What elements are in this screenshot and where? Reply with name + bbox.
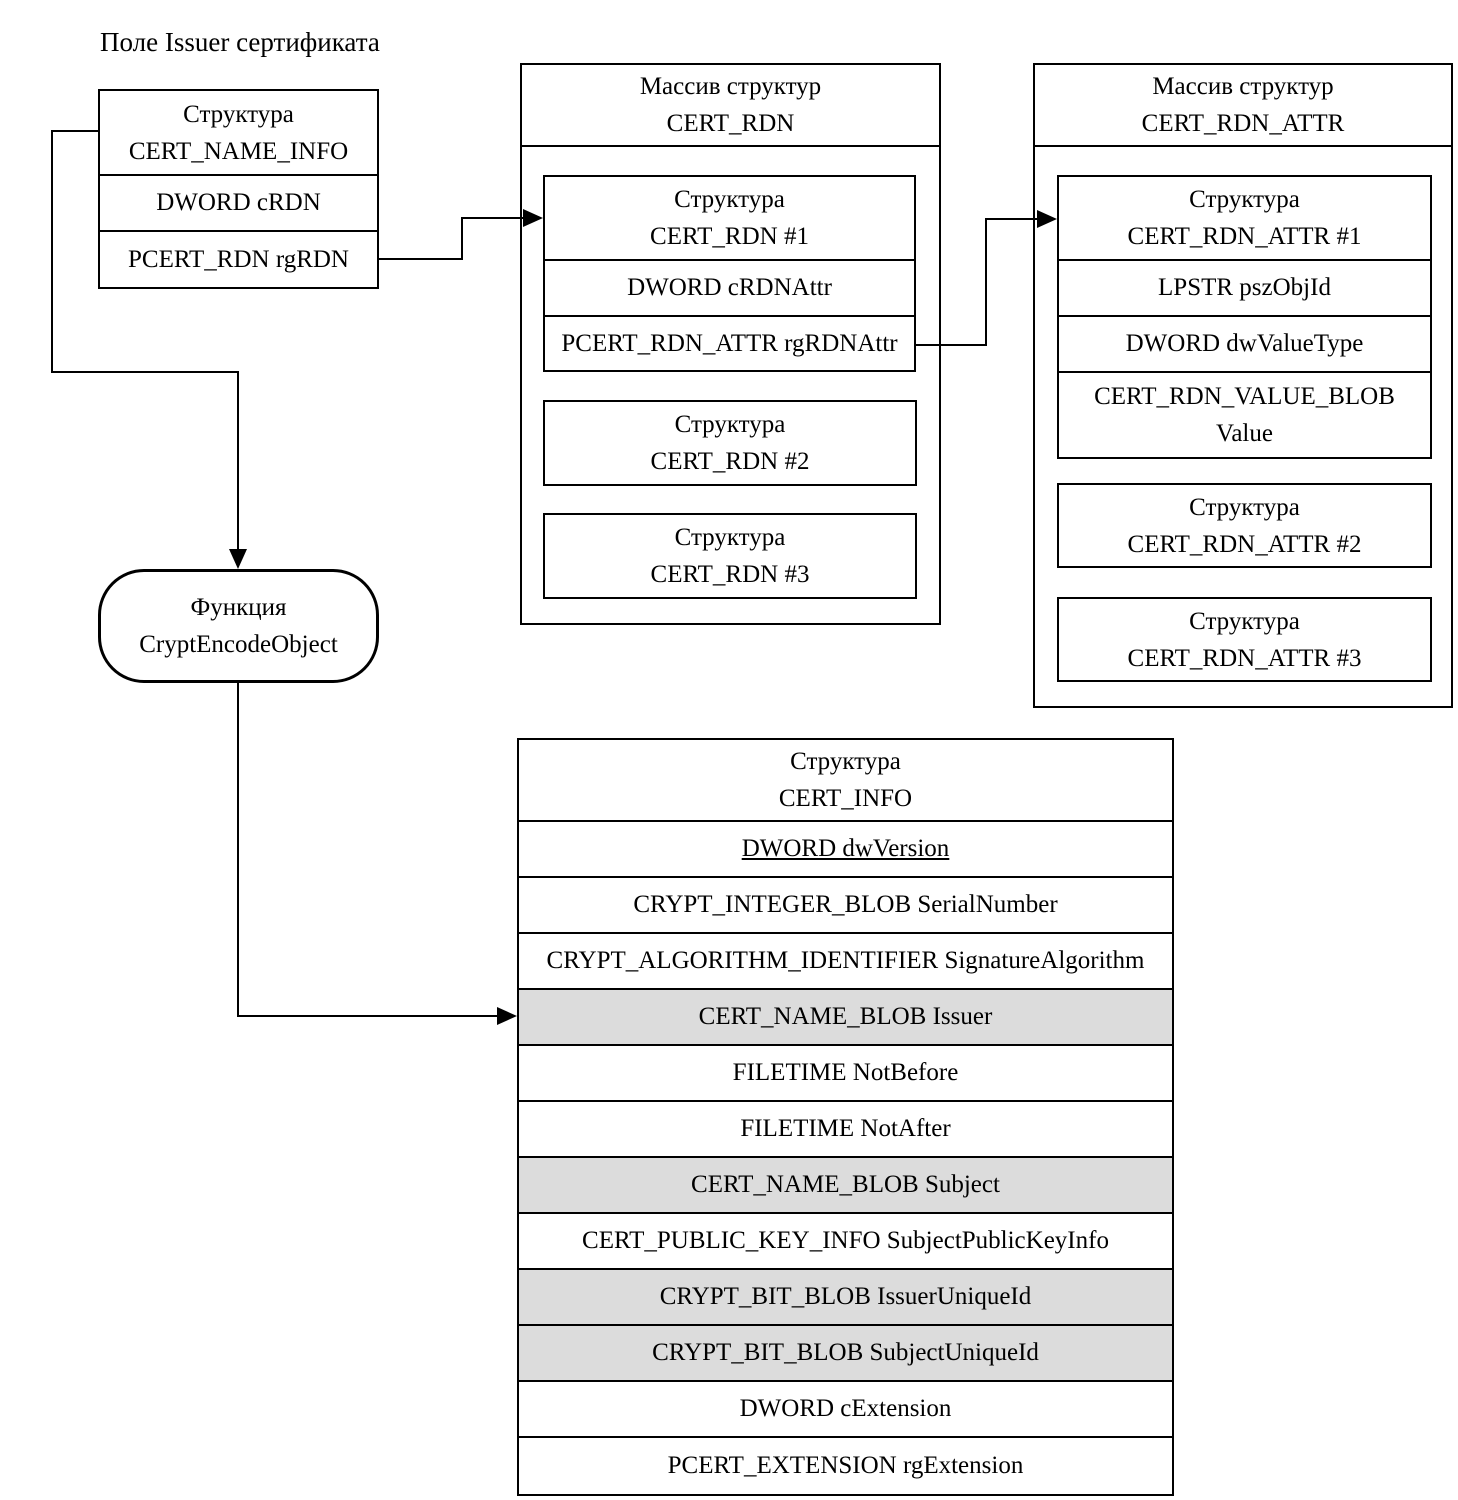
diagram-title: Поле Issuer сертификата — [100, 27, 380, 57]
cert-info-row-subjectuniqueid: CRYPT_BIT_BLOB SubjectUniqueId — [519, 1326, 1172, 1382]
cert-rdn-attr-array-header-line2: CERT_RDN_ATTR — [1141, 110, 1345, 137]
cert-rdn-2-box — [543, 400, 917, 486]
cert-name-info-row-crdn: DWORD cRDN — [100, 176, 377, 232]
cert-rdn-attr-array-header — [1035, 65, 1451, 147]
cert-rdn-array-header-line1: Массив структур — [639, 73, 822, 100]
cert-info-row-notafter: FILETIME NotAfter — [519, 1102, 1172, 1158]
cert-name-info-header — [100, 91, 377, 176]
cert-info-row-cextension: DWORD cExtension — [519, 1382, 1172, 1438]
connector-nameinfo-to-function — [51, 130, 53, 373]
cert-rdn-attr-1-box — [1057, 175, 1432, 459]
cert-info-header-line2: CERT_INFO — [778, 785, 913, 812]
arrow-right-icon — [523, 209, 543, 227]
cert-rdn-array-header — [522, 65, 939, 147]
connector-rgrdnattr-to-certrdnattr — [916, 344, 987, 346]
cert-rdn-attr-3-header-line1: Структура — [1189, 607, 1300, 635]
cert-rdn-attr-1-row-valueblob-line1: CERT_RDN_VALUE_BLOB — [1094, 383, 1395, 410]
arrow-right-icon — [497, 1007, 517, 1025]
crypt-encode-object-node — [98, 569, 379, 683]
connector-rgrdn-to-certrdn — [379, 258, 463, 260]
cert-info-row-serialnumber: CRYPT_INTEGER_BLOB SerialNumber — [519, 878, 1172, 934]
cert-rdn-1-header — [545, 177, 914, 261]
cert-rdn-attr-1-row-valueblob — [1059, 373, 1430, 457]
cert-info-row-subjectpublickeyinfo: CERT_PUBLIC_KEY_INFO SubjectPublicKeyInfo — [519, 1214, 1172, 1270]
cert-rdn-1-row-rgrdnattr: PCERT_RDN_ATTR rgRDNAttr — [561, 329, 898, 357]
cert-info-header-line1: Структура — [790, 748, 901, 775]
connector-rgrdn-to-certrdn — [461, 217, 525, 219]
function-label-line2: CryptEncodeObject — [139, 631, 338, 658]
connector-function-to-issuer — [237, 1015, 499, 1017]
cert-name-info-header-line1: Структура — [183, 100, 294, 128]
cert-rdn-attr-1-header — [1059, 177, 1430, 261]
cert-rdn-2-header-line2: CERT_RDN #2 — [650, 448, 810, 475]
cert-rdn-attr-1-header-line1: Структура — [1189, 186, 1300, 213]
connector-nameinfo-to-function — [237, 371, 239, 551]
cert-rdn-1-header-line1: Структура — [674, 186, 785, 213]
cert-rdn-attr-3-box — [1057, 597, 1432, 682]
cert-rdn-1-row-crdnattr: DWORD cRDNAttr — [545, 261, 914, 317]
cert-rdn-attr-2-box — [1057, 483, 1432, 568]
cert-info-table — [517, 738, 1174, 1496]
connector-function-to-issuer — [237, 683, 239, 1017]
cert-rdn-attr-array-header-line1: Массив структур — [1152, 73, 1334, 100]
cert-info-row-signaturealgorithm: CRYPT_ALGORITHM_IDENTIFIER SignatureAlgorithm — [519, 934, 1172, 990]
cert-info-row-issuer: CERT_NAME_BLOB Issuer — [519, 990, 1172, 1046]
connector-nameinfo-to-function — [52, 130, 98, 132]
cert-rdn-attr-2-header-line2: CERT_RDN_ATTR #2 — [1127, 530, 1362, 558]
cert-rdn-1-header-line2: CERT_RDN #1 — [650, 223, 809, 250]
cert-name-info-box — [98, 89, 379, 289]
cert-rdn-array-header-line2: CERT_RDN — [666, 110, 795, 137]
connector-rgrdnattr-to-certrdnattr — [985, 218, 987, 346]
cert-rdn-3-header-line2: CERT_RDN #3 — [650, 561, 810, 588]
arrow-down-icon — [229, 549, 247, 569]
cert-info-row-notbefore: FILETIME NotBefore — [519, 1046, 1172, 1102]
cert-info-row-issueruniqueid: CRYPT_BIT_BLOB IssuerUniqueId — [519, 1270, 1172, 1326]
cert-rdn-attr-1-row-dwvaluetype: DWORD dwValueType — [1059, 317, 1430, 373]
cert-rdn-attr-2-header-line1: Структура — [1189, 493, 1300, 521]
cert-name-info-header-line2: CERT_NAME_INFO — [128, 137, 349, 165]
cert-info-row-subject: CERT_NAME_BLOB Subject — [519, 1158, 1172, 1214]
cert-rdn-2-header-line1: Структура — [674, 411, 786, 438]
cert-rdn-attr-3-header-line2: CERT_RDN_ATTR #3 — [1127, 644, 1362, 672]
connector-rgrdn-to-certrdn — [461, 217, 463, 260]
function-label-line1: Функция — [190, 594, 287, 621]
cert-rdn-1-box — [543, 175, 916, 372]
arrow-right-icon — [1037, 210, 1057, 228]
connector-rgrdnattr-to-certrdnattr — [985, 218, 1039, 220]
cert-info-row-dwversion: DWORD dwVersion — [519, 822, 1172, 878]
connector-nameinfo-to-function — [51, 371, 239, 373]
cert-name-info-row-rgrdn: PCERT_RDN rgRDN — [128, 245, 349, 273]
cert-rdn-attr-1-row-valueblob-line2: Value — [1216, 420, 1273, 447]
cert-info-header — [519, 740, 1172, 822]
cert-rdn-attr-1-header-line2: CERT_RDN_ATTR #1 — [1127, 223, 1362, 250]
cert-rdn-3-box — [543, 513, 917, 599]
cert-rdn-attr-1-row-pszobjid: LPSTR pszObjId — [1059, 261, 1430, 317]
cert-rdn-3-header-line1: Структура — [674, 524, 786, 551]
cert-info-row-rgextension: PCERT_EXTENSION rgExtension — [667, 1452, 1024, 1479]
